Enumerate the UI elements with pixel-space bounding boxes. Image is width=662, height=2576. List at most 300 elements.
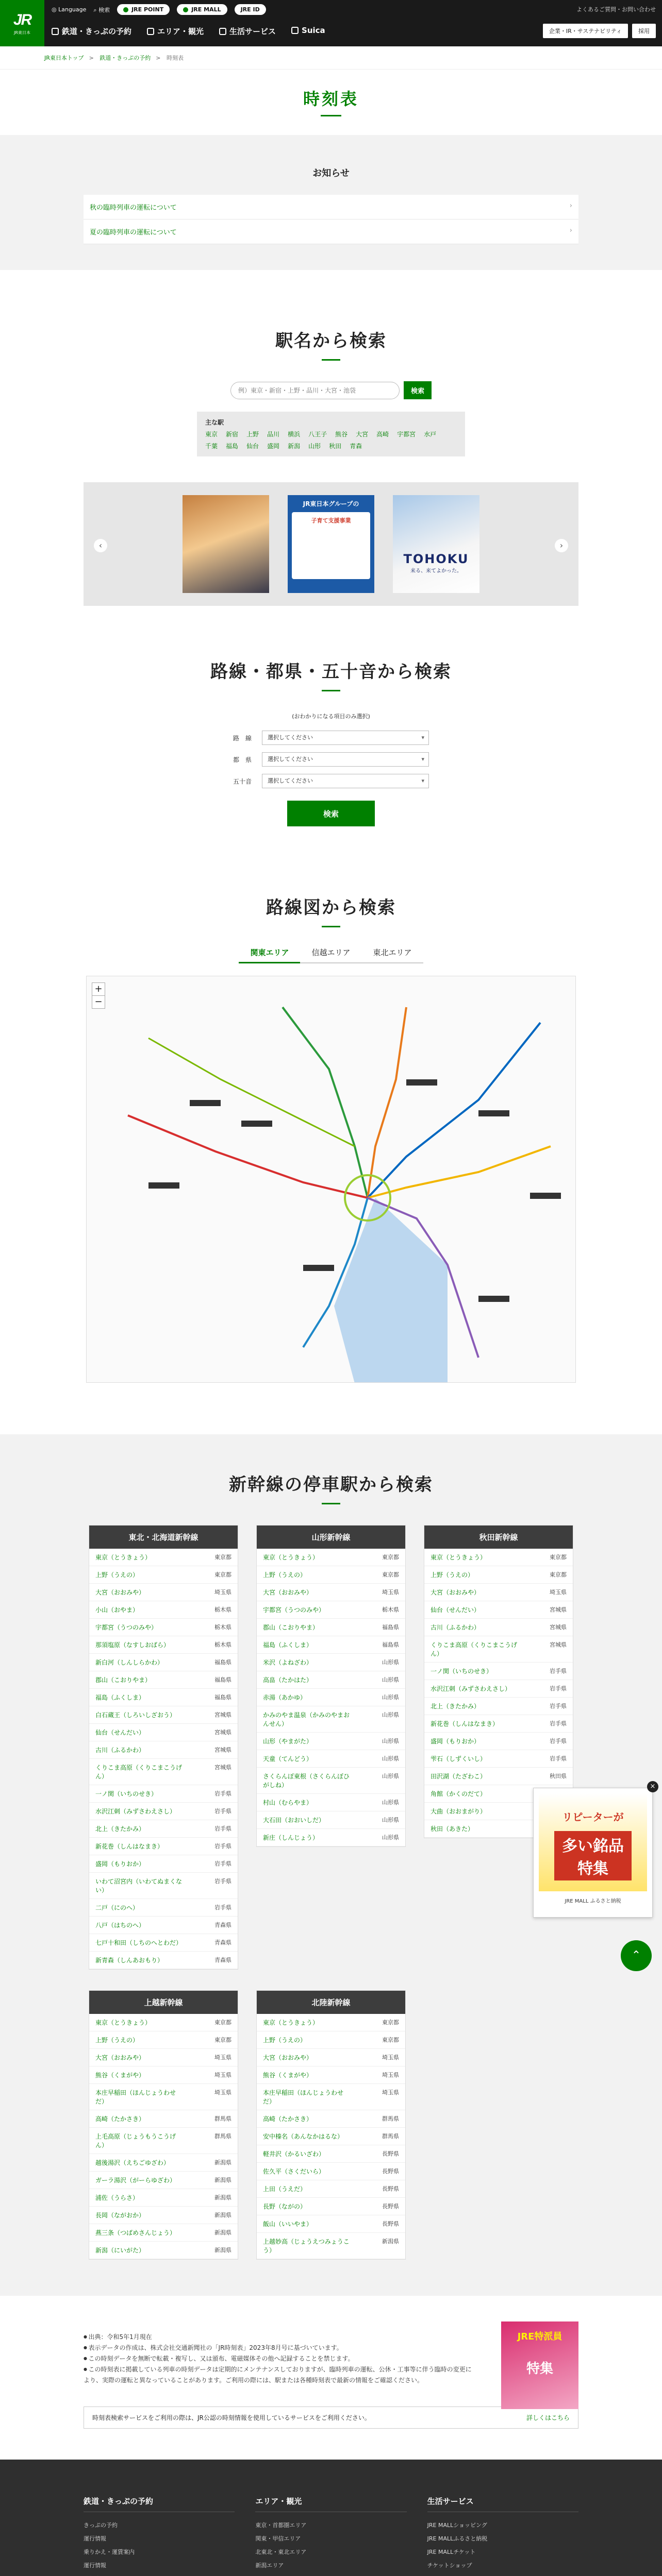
line-label: 路 線: [233, 734, 252, 742]
station-row[interactable]: [257, 2233, 405, 2259]
footer-column-title[interactable]: 鉄道・きっぷの予約: [84, 2496, 235, 2512]
chevron-up-icon: ⌃: [631, 1949, 641, 1962]
carousel-next-icon[interactable]: ›: [555, 539, 568, 552]
ad-popup[interactable]: [533, 1783, 656, 1918]
station-name[interactable]: 白石蔵王（しろいしざおう）: [95, 1711, 176, 1719]
station-name[interactable]: 新花巻（しんはなまき）: [431, 1720, 499, 1727]
footer-link[interactable]: [84, 2572, 235, 2576]
major-station-link[interactable]: 宇都宮: [397, 431, 416, 438]
station-search-button[interactable]: 検索: [404, 381, 432, 399]
footer-column: [255, 2496, 406, 2576]
station-name[interactable]: 越後湯沢（えちごゆざわ）: [95, 2159, 170, 2166]
station-row[interactable]: [89, 2031, 238, 2049]
station-name[interactable]: 赤湯（あかゆ）: [263, 1694, 307, 1701]
station-name[interactable]: 水沢江刺（みずさわえさし）: [431, 1685, 511, 1692]
station-prefecture: 栃木県: [214, 1606, 231, 1613]
station-prefecture: 山形県: [382, 1659, 399, 1666]
station-prefecture: 群馬県: [214, 2115, 231, 2122]
search-button[interactable]: ⌕ 検索: [93, 6, 110, 13]
station-name[interactable]: 二戸（にのへ）: [95, 1904, 139, 1911]
station-row[interactable]: [257, 1768, 405, 1794]
station-row[interactable]: [89, 2128, 238, 2154]
station-name[interactable]: 仙台（せんだい）: [95, 1729, 145, 1736]
station-name[interactable]: ガーラ湯沢（がーらゆざわ）: [95, 2177, 176, 2184]
major-station-link[interactable]: 新潟: [288, 443, 301, 450]
details-link[interactable]: 詳しくはこちら: [526, 2414, 570, 2421]
zoom-out-icon[interactable]: −: [92, 995, 105, 1008]
major-stations: [197, 412, 465, 456]
nav-suica[interactable]: Suica: [291, 26, 325, 37]
station-row[interactable]: [89, 1566, 238, 1584]
shinkansen-card: [256, 1990, 406, 2260]
station-row[interactable]: [424, 1584, 573, 1601]
footer-link[interactable]: チケットショップ: [427, 2562, 472, 2569]
station-row[interactable]: [89, 2110, 238, 2128]
shinkansen-line-name: 秋田新幹線: [424, 1526, 573, 1549]
shinkansen-grid: [89, 1525, 573, 2260]
tab-tohoku[interactable]: 東北エリア: [362, 943, 423, 963]
station-name[interactable]: 上野（うえの）: [263, 2037, 307, 2044]
station-name[interactable]: 福島（ふくしま）: [95, 1694, 145, 1701]
station-name[interactable]: 長岡（ながおか）: [95, 2212, 145, 2219]
footer-link[interactable]: 運行情報: [84, 2562, 106, 2569]
station-name[interactable]: 北上（きたかみ）: [431, 1703, 481, 1710]
station-prefecture: 新潟県: [214, 2177, 231, 2183]
station-name[interactable]: 雫石（しずくいし）: [431, 1755, 487, 1762]
shinkansen-line-name: 東北・北海道新幹線: [89, 1526, 238, 1549]
breadcrumb-home[interactable]: JR東日本トップ: [44, 55, 84, 61]
station-name[interactable]: 角館（かくのだて）: [431, 1790, 487, 1798]
major-station-link[interactable]: 新宿: [226, 431, 239, 438]
station-row[interactable]: [89, 1855, 238, 1873]
station-row[interactable]: [89, 2154, 238, 2172]
station-row[interactable]: [257, 1584, 405, 1601]
shinkansen-line-name: 北陸新幹線: [257, 1991, 405, 2014]
footer-link[interactable]: JRE MALLふるさと納税: [427, 2535, 488, 2542]
station-name[interactable]: 村山（むらやま）: [263, 1799, 313, 1806]
station-name[interactable]: 仙台（せんだい）: [431, 1606, 481, 1614]
station-name[interactable]: 北上（きたかみ）: [95, 1825, 145, 1833]
station-name[interactable]: いわて沼宮内（いわてぬまくない）: [95, 1878, 183, 1894]
footer-link[interactable]: [427, 2572, 578, 2576]
header-top-row: [52, 4, 266, 15]
station-search-section: [0, 270, 662, 637]
banner-title: JR東日本グループの: [303, 500, 359, 507]
station-row[interactable]: [89, 1619, 238, 1636]
station-row[interactable]: [257, 2031, 405, 2049]
station-name[interactable]: 上毛高原（じょうもうこうげん）: [95, 2133, 176, 2149]
station-search-input[interactable]: [230, 382, 400, 399]
station-row[interactable]: [89, 1803, 238, 1820]
station-row[interactable]: [257, 1636, 405, 1654]
pref-select[interactable]: 選択してください ▾: [262, 752, 429, 767]
station-prefecture: 福島県: [214, 1694, 231, 1701]
line-select-row: [233, 731, 429, 745]
station-name[interactable]: 上野（うえの）: [431, 1571, 474, 1579]
station-name[interactable]: 安中榛名（あんなかはるな）: [263, 2133, 344, 2140]
route-map-graphic: [87, 976, 576, 1383]
footer-link[interactable]: [255, 2572, 406, 2576]
station-name[interactable]: 燕三条（つばめさんじょう）: [95, 2229, 176, 2236]
station-name[interactable]: 本庄早稲田（ほんじょうわせだ）: [263, 2089, 344, 2105]
station-name[interactable]: さくらんぼ東根（さくらんぼひがしね）: [263, 1773, 350, 1789]
major-station-link[interactable]: 上野: [246, 431, 259, 438]
station-name[interactable]: 飯山（いいやま）: [263, 2221, 313, 2228]
major-station-link[interactable]: 熊谷: [335, 431, 348, 438]
station-name[interactable]: 那須塩原（なすしおばら）: [95, 1641, 170, 1649]
station-row[interactable]: [257, 2014, 405, 2031]
station-prefecture: 宮城県: [550, 1606, 567, 1613]
station-name[interactable]: 本庄早稲田（ほんじょうわせだ）: [95, 2089, 176, 2105]
footer-column-title[interactable]: エリア・観光: [255, 2496, 406, 2512]
carousel-prev-icon[interactable]: ‹: [94, 539, 107, 552]
route-map[interactable]: [86, 976, 576, 1383]
station-row[interactable]: [257, 1829, 405, 1846]
footer-link[interactable]: 新潟エリア: [255, 2562, 284, 2569]
station-row[interactable]: [424, 1750, 573, 1768]
shinkansen-card: [89, 1525, 238, 1970]
station-name[interactable]: 長野（ながの）: [263, 2203, 307, 2210]
station-row[interactable]: [89, 2066, 238, 2084]
major-station-link[interactable]: 秋田: [329, 443, 342, 450]
footer-link[interactable]: 乗りかえ・運賃案内: [84, 2549, 135, 2555]
breadcrumb: JR東日本トップ > 鉄道・きっぷの予約 > 時刻表: [0, 46, 662, 70]
major-station-link[interactable]: 大宮: [356, 431, 369, 438]
banner-tohoku[interactable]: [393, 495, 479, 593]
side-ad-top: JRE特派員: [517, 2331, 562, 2342]
station-row[interactable]: [89, 2014, 238, 2031]
station-name[interactable]: 一ノ関（いちのせき）: [95, 1790, 158, 1798]
station-name[interactable]: 一ノ関（いちのせき）: [431, 1668, 493, 1675]
station-name[interactable]: 新庄（しんじょう）: [263, 1834, 319, 1841]
station-prefecture: 岩手県: [550, 1703, 567, 1709]
station-row[interactable]: [89, 1785, 238, 1803]
station-name[interactable]: 東京（とうきょう）: [263, 1554, 319, 1561]
footer-link[interactable]: きっぷの予約: [84, 2522, 118, 2529]
station-row[interactable]: [89, 1873, 238, 1899]
station-row[interactable]: [257, 1601, 405, 1619]
station-prefecture: 宮城県: [550, 1624, 567, 1631]
station-prefecture: 埼玉県: [214, 2089, 231, 2096]
station-name[interactable]: 高崎（たかさき）: [95, 2115, 145, 2123]
station-prefecture: 岩手県: [214, 1904, 231, 1911]
station-prefecture: 山形県: [382, 1755, 399, 1762]
station-name[interactable]: 東京（とうきょう）: [95, 2019, 152, 2026]
station-prefecture: 宮城県: [214, 1711, 231, 1718]
station-row[interactable]: [257, 1549, 405, 1566]
station-name[interactable]: 大宮（おおみや）: [95, 2054, 145, 2061]
station-name[interactable]: 大宮（おおみや）: [263, 1589, 313, 1596]
jr-east-logo[interactable]: [0, 0, 44, 46]
station-name[interactable]: 大宮（おおみや）: [431, 1589, 481, 1596]
station-name[interactable]: 東京（とうきょう）: [95, 1554, 152, 1561]
station-prefecture: 栃木県: [382, 1606, 399, 1613]
major-station-link[interactable]: 千葉: [205, 443, 218, 450]
back-to-top-button[interactable]: [621, 1940, 652, 1971]
station-row[interactable]: [89, 1636, 238, 1654]
station-name[interactable]: 浦佐（うらさ）: [95, 2194, 139, 2201]
station-name[interactable]: 東京（とうきょう）: [431, 1554, 487, 1561]
station-prefecture: 長野県: [382, 2150, 399, 2157]
footer-link[interactable]: 東京・首都圏エリア: [255, 2522, 307, 2529]
map-zoom-controls[interactable]: [92, 982, 105, 1009]
station-prefecture: 宮城県: [214, 1747, 231, 1753]
station-name[interactable]: 大石田（おおいしだ）: [263, 1817, 325, 1824]
station-row[interactable]: [424, 1636, 573, 1663]
station-row[interactable]: [89, 2049, 238, 2066]
recruit-button[interactable]: 採用: [632, 24, 656, 38]
major-stations-list: [205, 430, 457, 450]
footer-column-title[interactable]: 生活サービス: [427, 2496, 578, 2512]
station-name[interactable]: 上野（うえの）: [95, 2037, 139, 2044]
station-name[interactable]: 佐久平（さくだいら）: [263, 2168, 325, 2175]
station-row[interactable]: [89, 1601, 238, 1619]
station-name[interactable]: 盛岡（もりおか）: [95, 1860, 145, 1868]
station-row[interactable]: [89, 1706, 238, 1724]
station-name[interactable]: 軽井沢（かるいざわ）: [263, 2150, 325, 2158]
station-search-title: 駅名から検索: [0, 327, 662, 361]
station-name[interactable]: 新潟（にいがた）: [95, 2247, 145, 2254]
notice-item[interactable]: 秋の臨時列車の運転について ›: [84, 195, 578, 219]
station-row[interactable]: [424, 1566, 573, 1584]
station-name[interactable]: 盛岡（もりおか）: [431, 1738, 481, 1745]
side-ad-banner[interactable]: [501, 2321, 578, 2409]
nav-rail[interactable]: 鉄道・きっぷの予約: [52, 26, 131, 37]
station-row[interactable]: [257, 1750, 405, 1768]
jre-mall-pill[interactable]: JRE MALL: [177, 4, 227, 15]
station-row[interactable]: [424, 1768, 573, 1785]
station-row[interactable]: [89, 1934, 238, 1952]
station-row[interactable]: [89, 1549, 238, 1566]
station-prefecture: 東京都: [550, 1554, 567, 1561]
station-row[interactable]: [257, 2110, 405, 2128]
banner-group-campaign[interactable]: [288, 495, 374, 593]
station-prefecture: 山形県: [382, 1711, 399, 1718]
station-row[interactable]: [257, 1689, 405, 1706]
station-row[interactable]: [257, 2215, 405, 2233]
station-prefecture: 埼玉県: [382, 2072, 399, 2078]
line-search-button[interactable]: 検索: [287, 801, 375, 826]
major-station-link[interactable]: 盛岡: [267, 443, 280, 450]
station-prefecture: 埼玉県: [214, 2072, 231, 2078]
station-name[interactable]: くりこま高原（くりこまこうげん）: [95, 1764, 183, 1780]
station-prefecture: 栃木県: [214, 1641, 231, 1648]
station-row[interactable]: [257, 1733, 405, 1750]
station-name[interactable]: 米沢（よねざわ）: [263, 1659, 313, 1666]
station-prefecture: 埼玉県: [214, 1589, 231, 1596]
station-name[interactable]: 古川（ふるかわ）: [431, 1624, 481, 1631]
station-name[interactable]: 高崎（たかさき）: [263, 2115, 313, 2123]
footer-column: [84, 2496, 235, 2576]
close-icon[interactable]: ×: [647, 1781, 658, 1792]
station-row[interactable]: [257, 1566, 405, 1584]
station-prefecture: 東京都: [382, 1554, 399, 1561]
station-row[interactable]: [257, 1671, 405, 1689]
major-station-link[interactable]: 品川: [267, 431, 280, 438]
station-row[interactable]: [257, 1619, 405, 1636]
station-name[interactable]: 新花巻（しんはなまき）: [95, 1843, 164, 1850]
note-item: ● この時刻データを無断で転載・複写し、又は頒布、電磁媒体その他へ記録することを禁じます。: [84, 2353, 475, 2364]
station-name[interactable]: 熊谷（くまがや）: [95, 2072, 145, 2079]
station-prefecture: 東京都: [382, 2037, 399, 2043]
major-station-link[interactable]: 横浜: [288, 431, 301, 438]
station-row[interactable]: [89, 1689, 238, 1706]
station-row[interactable]: [257, 2084, 405, 2110]
station-row[interactable]: [257, 2128, 405, 2145]
station-row[interactable]: [89, 2172, 238, 2189]
site-header: [0, 0, 662, 46]
station-name[interactable]: 高畠（たかはた）: [263, 1676, 313, 1684]
station-prefecture: 新潟県: [214, 2247, 231, 2253]
station-row[interactable]: [257, 2049, 405, 2066]
kana-select[interactable]: 選択してください ▾: [262, 774, 429, 788]
station-prefecture: 埼玉県: [382, 1589, 399, 1596]
card-icon: [291, 27, 299, 34]
station-prefecture: 栃木県: [214, 1624, 231, 1631]
station-name[interactable]: 郡山（こおりやま）: [263, 1624, 319, 1631]
station-name[interactable]: 小山（おやま）: [95, 1606, 139, 1614]
station-row[interactable]: [89, 1759, 238, 1785]
zoom-in-icon[interactable]: +: [94, 984, 103, 994]
logo-sub: JR東日本: [14, 30, 30, 35]
kana-select-row: [233, 774, 429, 788]
station-name[interactable]: 上野（うえの）: [263, 1571, 307, 1579]
station-name[interactable]: 山形（やまがた）: [263, 1738, 313, 1745]
station-row[interactable]: [424, 1698, 573, 1715]
ad-popup-image: [539, 1793, 647, 1891]
station-name[interactable]: くりこま高原（くりこまこうげん）: [431, 1641, 518, 1657]
station-row[interactable]: [424, 1663, 573, 1680]
station-name[interactable]: 秋田（あきた）: [431, 1825, 474, 1833]
station-row[interactable]: [89, 1584, 238, 1601]
station-name[interactable]: 大曲（おおまがり）: [431, 1808, 487, 1815]
station-row[interactable]: [89, 1741, 238, 1759]
logo-text: JR: [13, 11, 31, 28]
station-name[interactable]: 東京（とうきょう）: [263, 2019, 319, 2026]
station-name[interactable]: 郡山（こおりやま）: [95, 1676, 152, 1684]
station-row[interactable]: [257, 2163, 405, 2180]
footer-link[interactable]: 運行情報: [84, 2535, 106, 2542]
station-prefecture: 岩手県: [214, 1808, 231, 1815]
major-station-link[interactable]: 福島: [226, 443, 239, 450]
station-row[interactable]: [89, 1952, 238, 1969]
station-row[interactable]: [89, 1899, 238, 1917]
breadcrumb-rail[interactable]: 鉄道・きっぷの予約: [100, 55, 151, 61]
station-name[interactable]: 大宮（おおみや）: [95, 1589, 145, 1596]
station-name[interactable]: 古川（ふるかわ）: [95, 1747, 145, 1754]
station-name[interactable]: 宇都宮（うつのみや）: [95, 1624, 158, 1631]
corporate-button[interactable]: 企業・IR・サステナビリティ: [543, 24, 628, 38]
station-row[interactable]: [257, 2180, 405, 2198]
notice-heading: お知らせ: [312, 168, 350, 179]
station-row[interactable]: [424, 1715, 573, 1733]
nav-area[interactable]: エリア・観光: [147, 26, 204, 37]
station-prefecture: 宮城県: [214, 1729, 231, 1736]
tab-kanto[interactable]: 関東エリア: [239, 943, 300, 963]
station-prefecture: 東京都: [214, 1554, 231, 1561]
footer-link[interactable]: 北東北・東北エリア: [255, 2549, 307, 2555]
station-row[interactable]: [89, 1671, 238, 1689]
station-prefecture: 山形県: [382, 1676, 399, 1683]
station-prefecture: 東京都: [214, 2037, 231, 2043]
kana-label: 五十音: [233, 777, 252, 785]
nav-life[interactable]: 生活サービス: [219, 26, 276, 37]
station-row[interactable]: [89, 1820, 238, 1838]
jre-id-pill[interactable]: JRE ID: [235, 4, 266, 15]
jre-point-pill[interactable]: JRE POINT: [117, 4, 170, 15]
line-select[interactable]: 選択してください ▾: [262, 731, 429, 745]
station-name[interactable]: 新青森（しんあおもり）: [95, 1957, 164, 1964]
station-name[interactable]: 七戸十和田（しちのへとわだ）: [95, 1939, 183, 1946]
major-station-link[interactable]: 青森: [350, 443, 362, 450]
banner-autumn-travel[interactable]: [183, 495, 269, 593]
faq-link[interactable]: よくあるご質問・お問い合わせ: [576, 6, 656, 13]
major-station-link[interactable]: 仙台: [246, 443, 259, 450]
footer-link[interactable]: JRE MALLチケット: [427, 2549, 476, 2555]
station-row[interactable]: [424, 1601, 573, 1619]
station-name[interactable]: 新白河（しんしらかわ）: [95, 1659, 164, 1666]
station-row[interactable]: [89, 1724, 238, 1741]
station-row[interactable]: [257, 2066, 405, 2084]
station-row[interactable]: [257, 1811, 405, 1829]
station-name[interactable]: 福島（ふくしま）: [263, 1641, 313, 1649]
station-row[interactable]: [424, 1733, 573, 1750]
station-name[interactable]: 宇都宮（うつのみや）: [263, 1606, 325, 1614]
station-row[interactable]: [89, 2084, 238, 2110]
station-row[interactable]: [424, 1549, 573, 1566]
notice-item[interactable]: 夏の臨時列車の運転について ›: [84, 219, 578, 244]
major-station-link[interactable]: 水戸: [424, 431, 437, 438]
station-row[interactable]: [257, 1794, 405, 1811]
major-station-link[interactable]: 東京: [205, 431, 218, 438]
station-name[interactable]: 大宮（おおみや）: [263, 2054, 313, 2061]
station-prefecture: 岩手県: [214, 1825, 231, 1832]
station-name[interactable]: 上越妙高（じょうえつみょうこう）: [263, 2238, 350, 2254]
station-row[interactable]: [89, 2207, 238, 2224]
station-row[interactable]: [89, 2189, 238, 2207]
shinkansen-title: 新幹線の停車駅から検索: [0, 1470, 662, 1504]
major-station-link[interactable]: 高崎: [376, 431, 389, 438]
footer-link[interactable]: 関東・甲信エリア: [255, 2535, 301, 2542]
station-row[interactable]: [89, 2224, 238, 2242]
major-station-link[interactable]: 八王子: [308, 431, 327, 438]
station-name[interactable]: 熊谷（くまがや）: [263, 2072, 313, 2079]
footer-link[interactable]: JRE MALLショッピング: [427, 2522, 487, 2529]
station-row[interactable]: [424, 1680, 573, 1698]
station-name[interactable]: 上田（うえだ）: [263, 2185, 307, 2193]
station-name[interactable]: 天童（てんどう）: [263, 1755, 313, 1762]
station-name[interactable]: 田沢湖（たざわこ）: [431, 1773, 487, 1780]
station-row[interactable]: [89, 1654, 238, 1671]
station-name[interactable]: かみのやま温泉（かみのやまおんせん）: [263, 1711, 350, 1727]
station-name[interactable]: 上野（うえの）: [95, 1571, 139, 1579]
tab-shinetsu[interactable]: 信越エリア: [300, 943, 361, 963]
station-row[interactable]: [89, 1838, 238, 1855]
ad-popup-line1: リピーターが: [562, 1811, 624, 1823]
station-row[interactable]: [424, 1619, 573, 1636]
station-row[interactable]: [257, 2198, 405, 2215]
station-row[interactable]: [89, 1917, 238, 1934]
station-name[interactable]: 八戸（はちのへ）: [95, 1922, 145, 1929]
shinkansen-card: [256, 1525, 406, 1847]
language-button[interactable]: ◎ Language: [52, 6, 87, 13]
station-row[interactable]: [257, 1654, 405, 1671]
station-row[interactable]: [257, 1706, 405, 1733]
major-station-link[interactable]: 山形: [308, 443, 321, 450]
station-name[interactable]: 水沢江刺（みずさわえさし）: [95, 1808, 176, 1815]
station-row[interactable]: [89, 2242, 238, 2259]
station-row[interactable]: [257, 2145, 405, 2163]
